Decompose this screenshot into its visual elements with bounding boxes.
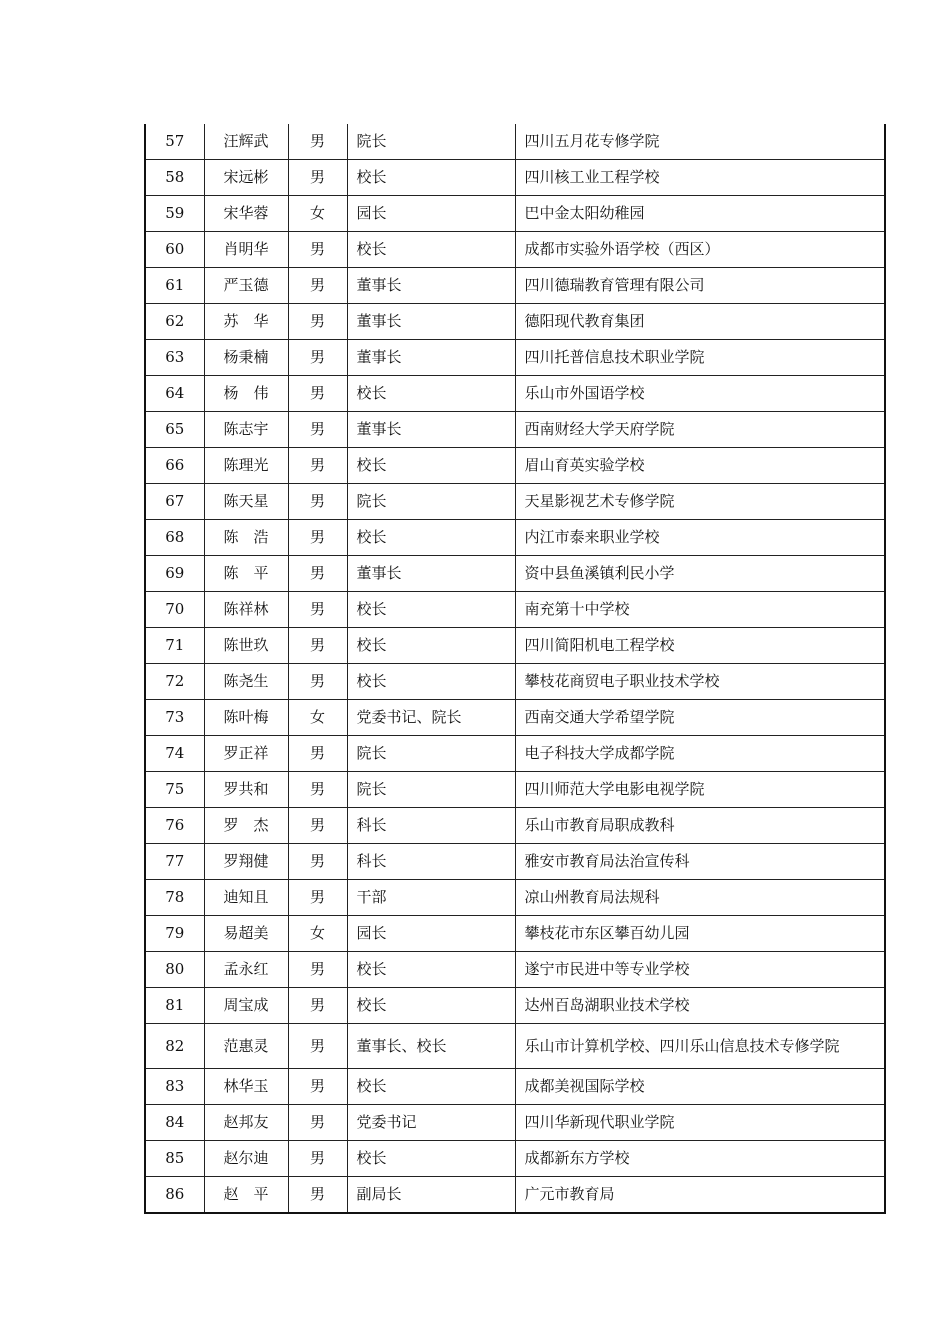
table-row <box>145 844 885 880</box>
organization-cell: 成都市实验外语学校（西区） <box>515 232 885 268</box>
organization-cell: 西南财经大学天府学院 <box>515 412 885 448</box>
position-title-cell: 园长 <box>347 196 515 232</box>
organization-cell: 乐山市计算机学校、四川乐山信息技术专修学院 <box>515 1024 885 1069</box>
gender-cell: 男 <box>288 304 347 340</box>
gender-cell: 男 <box>288 880 347 916</box>
table-row <box>145 556 885 592</box>
position-title-cell: 校长 <box>347 448 515 484</box>
position-title-cell: 校长 <box>347 520 515 556</box>
position-title-cell: 董事长、校长 <box>347 1024 515 1069</box>
row-number-cell: 57 <box>145 124 204 160</box>
organization-cell: 巴中金太阳幼稚园 <box>515 196 885 232</box>
table-row <box>145 772 885 808</box>
gender-cell: 男 <box>288 412 347 448</box>
gender-cell: 女 <box>288 700 347 736</box>
table-row <box>145 880 885 916</box>
position-title-cell: 校长 <box>347 160 515 196</box>
person-name-cell: 陈志宇 <box>204 412 288 448</box>
person-name-cell: 林华玉 <box>204 1069 288 1105</box>
row-number-cell: 80 <box>145 952 204 988</box>
position-title-cell: 校长 <box>347 1069 515 1105</box>
gender-cell: 男 <box>288 160 347 196</box>
row-number-cell: 71 <box>145 628 204 664</box>
person-name-cell: 杨 伟 <box>204 376 288 412</box>
position-title-cell: 党委书记 <box>347 1105 515 1141</box>
gender-cell: 男 <box>288 772 347 808</box>
row-number-cell: 60 <box>145 232 204 268</box>
person-name-cell: 罗 杰 <box>204 808 288 844</box>
person-name-cell: 陈尧生 <box>204 664 288 700</box>
position-title-cell: 干部 <box>347 880 515 916</box>
gender-cell: 男 <box>288 1105 347 1141</box>
organization-cell: 凉山州教育局法规科 <box>515 880 885 916</box>
row-number-cell: 64 <box>145 376 204 412</box>
row-number-cell: 63 <box>145 340 204 376</box>
person-name-cell: 范惠灵 <box>204 1024 288 1069</box>
table-row <box>145 952 885 988</box>
position-title-cell: 董事长 <box>347 556 515 592</box>
row-number-cell: 58 <box>145 160 204 196</box>
gender-cell: 男 <box>288 124 347 160</box>
person-name-cell: 陈世玖 <box>204 628 288 664</box>
position-title-cell: 科长 <box>347 844 515 880</box>
position-title-cell: 校长 <box>347 592 515 628</box>
position-title-cell: 校长 <box>347 628 515 664</box>
gender-cell: 男 <box>288 484 347 520</box>
position-title-cell: 院长 <box>347 772 515 808</box>
organization-cell: 广元市教育局 <box>515 1177 885 1214</box>
table-row <box>145 304 885 340</box>
person-name-cell: 孟永红 <box>204 952 288 988</box>
position-title-cell: 校长 <box>347 664 515 700</box>
table-row <box>145 196 885 232</box>
table-row <box>145 1069 885 1105</box>
position-title-cell: 校长 <box>347 952 515 988</box>
table-row <box>145 736 885 772</box>
row-number-cell: 59 <box>145 196 204 232</box>
row-number-cell: 82 <box>145 1024 204 1069</box>
position-title-cell: 校长 <box>347 232 515 268</box>
gender-cell: 男 <box>288 268 347 304</box>
table-row <box>145 484 885 520</box>
table-row <box>145 1024 885 1069</box>
table-row <box>145 1105 885 1141</box>
organization-cell: 四川五月花专修学院 <box>515 124 885 160</box>
table-row <box>145 160 885 196</box>
table-row <box>145 376 885 412</box>
row-number-cell: 84 <box>145 1105 204 1141</box>
table-row <box>145 916 885 952</box>
row-number-cell: 83 <box>145 1069 204 1105</box>
organization-cell: 四川德瑞教育管理有限公司 <box>515 268 885 304</box>
gender-cell: 男 <box>288 1069 347 1105</box>
gender-cell: 男 <box>288 448 347 484</box>
position-title-cell: 校长 <box>347 376 515 412</box>
organization-cell: 攀枝花市东区攀百幼儿园 <box>515 916 885 952</box>
person-name-cell: 汪辉武 <box>204 124 288 160</box>
roster-table <box>144 124 886 1214</box>
organization-cell: 乐山市外国语学校 <box>515 376 885 412</box>
position-title-cell: 院长 <box>347 484 515 520</box>
organization-cell: 天星影视艺术专修学院 <box>515 484 885 520</box>
table-row <box>145 124 885 160</box>
position-title-cell: 董事长 <box>347 412 515 448</box>
position-title-cell: 校长 <box>347 988 515 1024</box>
person-name-cell: 苏 华 <box>204 304 288 340</box>
gender-cell: 男 <box>288 1024 347 1069</box>
gender-cell: 男 <box>288 340 347 376</box>
person-name-cell: 宋华蓉 <box>204 196 288 232</box>
row-number-cell: 74 <box>145 736 204 772</box>
organization-cell: 西南交通大学希望学院 <box>515 700 885 736</box>
table-row <box>145 340 885 376</box>
table-row <box>145 664 885 700</box>
row-number-cell: 85 <box>145 1141 204 1177</box>
person-name-cell: 陈 平 <box>204 556 288 592</box>
gender-cell: 男 <box>288 808 347 844</box>
organization-cell: 四川核工业工程学校 <box>515 160 885 196</box>
row-number-cell: 86 <box>145 1177 204 1214</box>
row-number-cell: 72 <box>145 664 204 700</box>
organization-cell: 乐山市教育局职成教科 <box>515 808 885 844</box>
organization-cell: 四川托普信息技术职业学院 <box>515 340 885 376</box>
person-name-cell: 易超美 <box>204 916 288 952</box>
organization-cell: 资中县鱼溪镇利民小学 <box>515 556 885 592</box>
person-name-cell: 严玉德 <box>204 268 288 304</box>
gender-cell: 男 <box>288 844 347 880</box>
table-row <box>145 988 885 1024</box>
position-title-cell: 院长 <box>347 124 515 160</box>
gender-cell: 男 <box>288 988 347 1024</box>
organization-cell: 四川华新现代职业学院 <box>515 1105 885 1141</box>
row-number-cell: 78 <box>145 880 204 916</box>
row-number-cell: 62 <box>145 304 204 340</box>
position-title-cell: 院长 <box>347 736 515 772</box>
organization-cell: 达州百岛湖职业技术学校 <box>515 988 885 1024</box>
gender-cell: 女 <box>288 916 347 952</box>
gender-cell: 男 <box>288 664 347 700</box>
person-name-cell: 陈 浩 <box>204 520 288 556</box>
organization-cell: 遂宁市民进中等专业学校 <box>515 952 885 988</box>
gender-cell: 男 <box>288 628 347 664</box>
row-number-cell: 69 <box>145 556 204 592</box>
organization-cell: 眉山育英实验学校 <box>515 448 885 484</box>
table-row <box>145 700 885 736</box>
person-name-cell: 赵尔迪 <box>204 1141 288 1177</box>
position-title-cell: 科长 <box>347 808 515 844</box>
gender-cell: 男 <box>288 556 347 592</box>
person-name-cell: 罗共和 <box>204 772 288 808</box>
person-name-cell: 罗翔健 <box>204 844 288 880</box>
person-name-cell: 赵 平 <box>204 1177 288 1214</box>
organization-cell: 德阳现代教育集团 <box>515 304 885 340</box>
row-number-cell: 65 <box>145 412 204 448</box>
row-number-cell: 61 <box>145 268 204 304</box>
table-row <box>145 520 885 556</box>
table-row <box>145 592 885 628</box>
table-row <box>145 808 885 844</box>
person-name-cell: 陈祥林 <box>204 592 288 628</box>
gender-cell: 男 <box>288 1141 347 1177</box>
gender-cell: 男 <box>288 736 347 772</box>
table-row <box>145 1177 885 1214</box>
table-row <box>145 628 885 664</box>
organization-cell: 成都新东方学校 <box>515 1141 885 1177</box>
gender-cell: 女 <box>288 196 347 232</box>
organization-cell: 四川简阳机电工程学校 <box>515 628 885 664</box>
organization-cell: 雅安市教育局法治宣传科 <box>515 844 885 880</box>
person-name-cell: 周宝成 <box>204 988 288 1024</box>
row-number-cell: 77 <box>145 844 204 880</box>
position-title-cell: 董事长 <box>347 268 515 304</box>
position-title-cell: 园长 <box>347 916 515 952</box>
row-number-cell: 68 <box>145 520 204 556</box>
table-row <box>145 232 885 268</box>
row-number-cell: 66 <box>145 448 204 484</box>
gender-cell: 男 <box>288 376 347 412</box>
person-name-cell: 宋远彬 <box>204 160 288 196</box>
row-number-cell: 67 <box>145 484 204 520</box>
table-row <box>145 448 885 484</box>
person-name-cell: 罗正祥 <box>204 736 288 772</box>
person-name-cell: 杨秉楠 <box>204 340 288 376</box>
gender-cell: 男 <box>288 232 347 268</box>
person-name-cell: 陈天星 <box>204 484 288 520</box>
position-title-cell: 校长 <box>347 1141 515 1177</box>
position-title-cell: 党委书记、院长 <box>347 700 515 736</box>
organization-cell: 四川师范大学电影电视学院 <box>515 772 885 808</box>
gender-cell: 男 <box>288 1177 347 1214</box>
organization-cell: 南充第十中学校 <box>515 592 885 628</box>
row-number-cell: 76 <box>145 808 204 844</box>
row-number-cell: 79 <box>145 916 204 952</box>
row-number-cell: 73 <box>145 700 204 736</box>
gender-cell: 男 <box>288 520 347 556</box>
position-title-cell: 董事长 <box>347 340 515 376</box>
person-name-cell: 陈理光 <box>204 448 288 484</box>
table-row <box>145 412 885 448</box>
person-name-cell: 肖明华 <box>204 232 288 268</box>
person-name-cell: 迪知且 <box>204 880 288 916</box>
table-row <box>145 268 885 304</box>
gender-cell: 男 <box>288 592 347 628</box>
organization-cell: 成都美视国际学校 <box>515 1069 885 1105</box>
person-name-cell: 赵邦友 <box>204 1105 288 1141</box>
organization-cell: 电子科技大学成都学院 <box>515 736 885 772</box>
position-title-cell: 副局长 <box>347 1177 515 1214</box>
gender-cell: 男 <box>288 952 347 988</box>
roster-table-body <box>145 124 885 1213</box>
position-title-cell: 董事长 <box>347 304 515 340</box>
table-row <box>145 1141 885 1177</box>
row-number-cell: 70 <box>145 592 204 628</box>
row-number-cell: 81 <box>145 988 204 1024</box>
organization-cell: 攀枝花商贸电子职业技术学校 <box>515 664 885 700</box>
row-number-cell: 75 <box>145 772 204 808</box>
organization-cell: 内江市泰来职业学校 <box>515 520 885 556</box>
person-name-cell: 陈叶梅 <box>204 700 288 736</box>
